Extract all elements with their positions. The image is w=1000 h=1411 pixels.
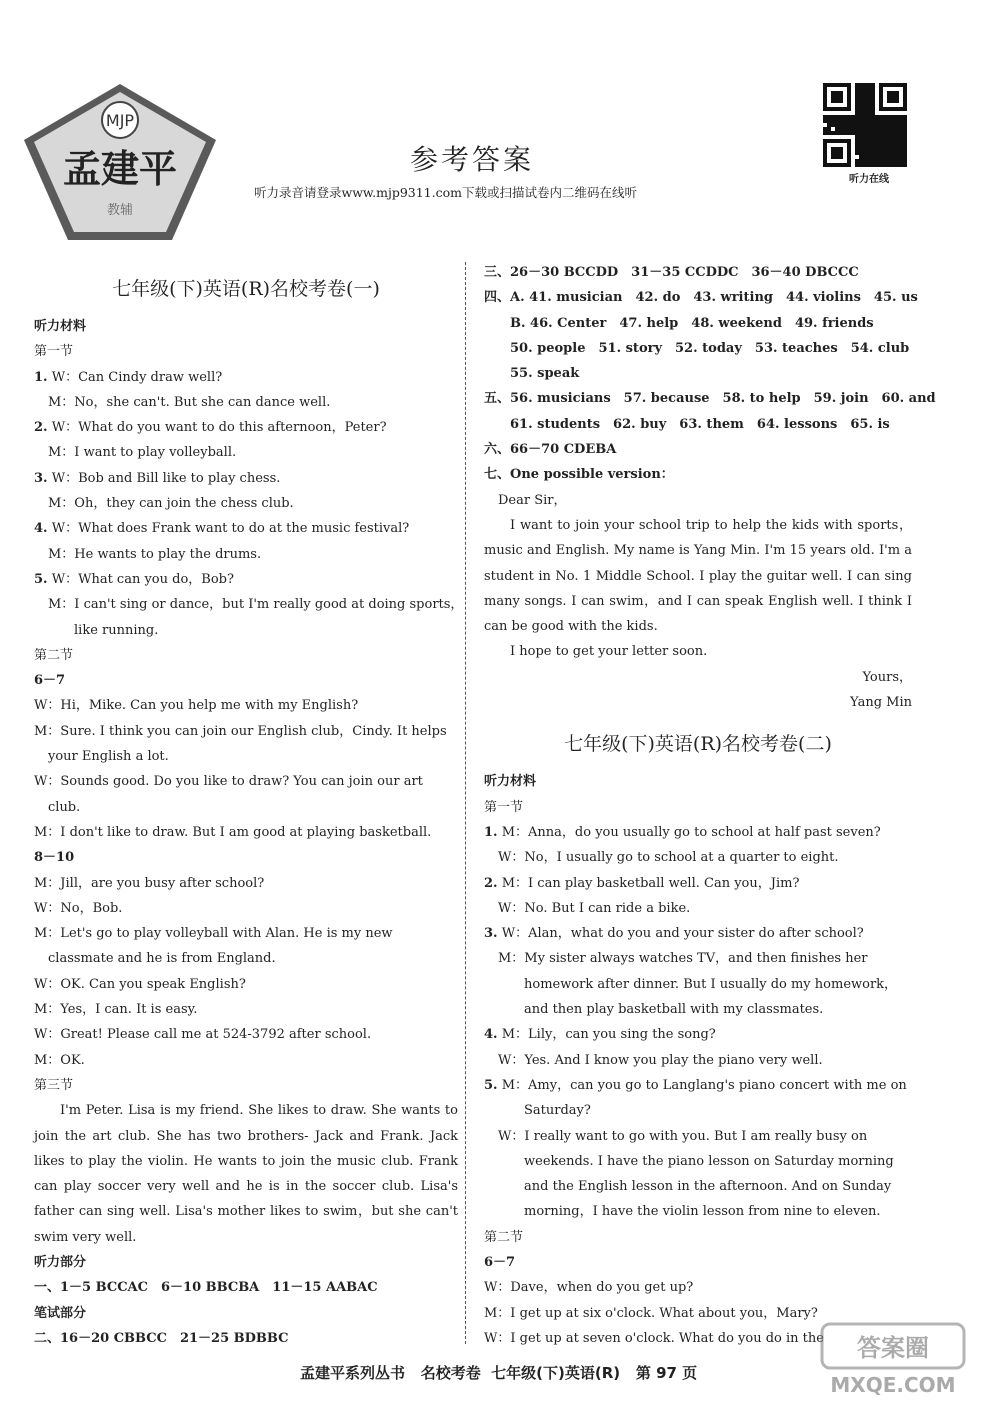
- transcript-line: W：Yes. And I know you play the piano very well.: [498, 1052, 823, 1068]
- logo-sub: 教辅: [106, 203, 134, 218]
- question-line: [484, 871, 912, 896]
- transcript-line: M：I can't sing or dance，but I'm really good at doing sports，: [48, 597, 464, 613]
- text-line: 第二节: [34, 647, 74, 663]
- question-number: 2.: [34, 420, 48, 436]
- question-text: W：Can Cindy draw well?: [51, 369, 223, 385]
- subsection-heading: 听力材料: [484, 774, 537, 790]
- transcript-line: weekends. I have the piano lesson on Saturday morning: [524, 1153, 894, 1169]
- question-text: W：What do you want to do this afternoon，Peter?: [51, 420, 387, 436]
- text-line: 第二节: [484, 1229, 524, 1245]
- transcript-line: M：My sister always watches TV，and then finishes her: [498, 951, 868, 967]
- svg-text:答案圈: 答案圈: [857, 1334, 929, 1362]
- subsection-heading: 笔试部分: [34, 1305, 87, 1321]
- text-line: 第三节: [34, 1077, 74, 1093]
- dialogue-range: 8－10: [34, 850, 75, 866]
- text-line: 第一节: [484, 799, 524, 815]
- paragraph: I'm Peter. Lisa is my friend. She likes to draw. She wants to join the art club. She has two brothers- Jack and Frank. Jack likes to play the violin. He wants to join the music club. Frank can play soccer very well and he is in the soccer club. Lisa's father can sing well. Lisa's mother likes to swim，but she can't swim very well.: [34, 1103, 458, 1245]
- transcript-line: classmate and he is from England.: [48, 951, 276, 967]
- text-line: M：Let's go to play volleyball with Alan. He is my new: [34, 926, 393, 942]
- question-line: [484, 1073, 912, 1098]
- answer-line: 61. students 62. buy 63. them 64. lessons 65. is: [510, 416, 890, 432]
- question-text: M：Anna，do you usually go to school at half past seven?: [501, 824, 881, 840]
- transcript-line: and the English lesson in the afternoon. And on Sunday: [524, 1179, 892, 1195]
- answer-line: 50. people 51. story 52. today 53. teaches 54. club: [510, 340, 910, 356]
- question-text: W：What can you do，Bob?: [51, 571, 234, 587]
- dialogue-range: 6－7: [34, 673, 66, 689]
- footer-page-suffix: 页: [682, 1364, 698, 1382]
- question-line: [34, 466, 458, 491]
- question-number: 5.: [484, 1077, 498, 1093]
- transcript-line: W：No，I usually go to school at a quarter to eight.: [498, 850, 839, 866]
- transcript-line: M：I want to play volleyball.: [48, 445, 237, 461]
- question-line: [484, 820, 912, 845]
- transcript-line: like running.: [74, 622, 159, 638]
- text-line: M：Sure. I think you can join our English club，Cindy. It helps: [34, 723, 447, 739]
- subsection-heading: 听力部分: [34, 1254, 87, 1270]
- transcript-line: W：I really want to go with you. But I am really busy on: [498, 1128, 868, 1144]
- answer-line: 55. speak: [510, 366, 580, 382]
- transcript-line: M：He wants to play the drums.: [48, 546, 262, 562]
- text-line: 第一节: [34, 344, 74, 360]
- question-line: [34, 567, 458, 592]
- text-line: W：Hi，Mike. Can you help me with my English?: [34, 698, 359, 714]
- left-column: [34, 260, 464, 1351]
- question-number: 1.: [484, 824, 498, 840]
- answer-line: 七、One possible version：: [484, 467, 674, 483]
- page-title: 参考答案: [410, 143, 535, 176]
- answer-line: 三、26－30 BCCDD 31－35 CCDDC 36－40 DBCCC: [484, 265, 859, 280]
- text-line: W：No，Bob.: [34, 900, 123, 916]
- text-line: W：Sounds good. Do you like to draw? You can join our art: [34, 774, 423, 790]
- transcript-line: your English a lot.: [48, 749, 169, 765]
- answer-line: 四、A. 41. musician 42. do 43. writing 44. violins 45. us: [484, 290, 918, 306]
- answer-line: 五、56. musicians 57. because 58. to help 59. join 60. and: [484, 391, 936, 407]
- footer-page-prefix: 第: [635, 1364, 651, 1382]
- question-number: 1.: [34, 369, 48, 385]
- watermark-stamp: [818, 1320, 968, 1400]
- logo-text: 孟建平: [62, 146, 178, 191]
- transcript-line: M：No，she can't. But she can dance well.: [48, 394, 331, 410]
- transcript-line: Dear Sir，: [498, 492, 567, 508]
- text-line: M：I get up at six o'clock. What about you，Mary?: [484, 1305, 818, 1321]
- question-text: M：Lily，can you sing the song?: [501, 1027, 716, 1043]
- question-line: [34, 516, 458, 541]
- dialogue-range: 6－7: [484, 1254, 516, 1270]
- question-text: M：I can play basketball well. Can you，Jim?: [501, 875, 800, 891]
- signature-line: Yours，: [862, 669, 912, 685]
- subsection-heading: 听力材料: [34, 319, 87, 334]
- question-text: W：Bob and Bill like to play chess.: [51, 470, 281, 486]
- paragraph: I hope to get your letter soon.: [510, 644, 708, 660]
- section-heading: 七年级(下)英语(R)名校考卷(一): [112, 278, 380, 300]
- question-line: [34, 365, 458, 390]
- transcript-line: Saturday?: [524, 1103, 591, 1119]
- transcript-line: club.: [48, 799, 81, 815]
- section-heading: 七年级(下)英语(R)名校考卷(二): [564, 733, 832, 756]
- question-number: 4.: [34, 521, 48, 537]
- question-number: 4.: [484, 1027, 498, 1043]
- svg-text:MJP: MJP: [105, 111, 135, 130]
- answer-line: 二、16－20 CBBCC 21－25 BDBBC: [34, 1330, 289, 1346]
- text-line: M：Yes，I can. It is easy.: [34, 1002, 198, 1018]
- audio-instruction: 听力录音请登录www.mjp9311.com下载或扫描试卷内二维码在线听: [254, 185, 637, 200]
- question-line: [484, 1022, 912, 1047]
- question-number: 5.: [34, 571, 48, 587]
- footer-grade: 七年级(下)英语(R): [491, 1364, 621, 1382]
- page-number: 97: [656, 1364, 677, 1382]
- question-line: [484, 921, 912, 946]
- question-text: M：Amy，can you go to Langlang's piano concert with me on: [501, 1077, 907, 1093]
- text-line: W：Great! Please call me at 524-3792 after school.: [34, 1027, 372, 1043]
- question-number: 3.: [34, 470, 48, 486]
- text-line: W：OK. Can you speak English?: [34, 976, 246, 992]
- transcript-line: morning，I have the violin lesson from nine to eleven.: [524, 1204, 881, 1220]
- answer-line: 六、66－70 CDEBA: [484, 442, 617, 458]
- question-text: W：Alan，what do you and your sister do after school?: [501, 926, 864, 942]
- watermark-text: MXQE.COM: [830, 1373, 956, 1397]
- column-divider: [465, 262, 466, 1344]
- paragraph: I want to join your school trip to help the kids with sports，music and English. My name is Yang Min. I'm 15 years old. I'm a student in No. 1 Middle School. I play the guitar well. I can sing many songs. I can swim，and I can speak English well. I think I can be good with the kids.: [484, 517, 912, 635]
- text-line: M：Jill，are you busy after school?: [34, 875, 265, 891]
- transcript-line: W：No. But I can ride a bike.: [498, 900, 691, 916]
- text-line: M：OK.: [34, 1052, 85, 1068]
- answer-line: B. 46. Center 47. help 48. weekend 49. friends: [510, 315, 874, 331]
- text-line: W：Dave，when do you get up?: [484, 1280, 694, 1296]
- footer-series: 孟建平系列丛书: [300, 1364, 406, 1382]
- answer-line: 一、1－5 BCCAC 6－10 BBCBA 11－15 AABAC: [34, 1280, 378, 1296]
- footer-book: 名校考卷: [420, 1364, 481, 1382]
- qr-caption: 听力在线: [849, 174, 889, 185]
- page-footer: [300, 1362, 697, 1383]
- transcript-line: homework after dinner. But I usually do my homework，: [524, 976, 898, 992]
- question-line: [34, 415, 458, 440]
- text-line: M：I don't like to draw. But I am good at playing basketball.: [34, 824, 432, 840]
- text-line: W：I get up at seven o'clock. What do you do in the: [484, 1330, 824, 1346]
- signature-line: Yang Min: [850, 695, 912, 711]
- transcript-line: M：Oh，they can join the chess club.: [48, 496, 294, 512]
- question-number: 2.: [484, 875, 498, 891]
- transcript-line: and then play basketball with my classmates.: [524, 1002, 824, 1018]
- publisher-logo: [22, 82, 218, 242]
- qr-code-icon: [822, 83, 908, 167]
- question-text: W：What does Frank want to do at the music festival?: [51, 521, 410, 537]
- question-number: 3.: [484, 926, 498, 942]
